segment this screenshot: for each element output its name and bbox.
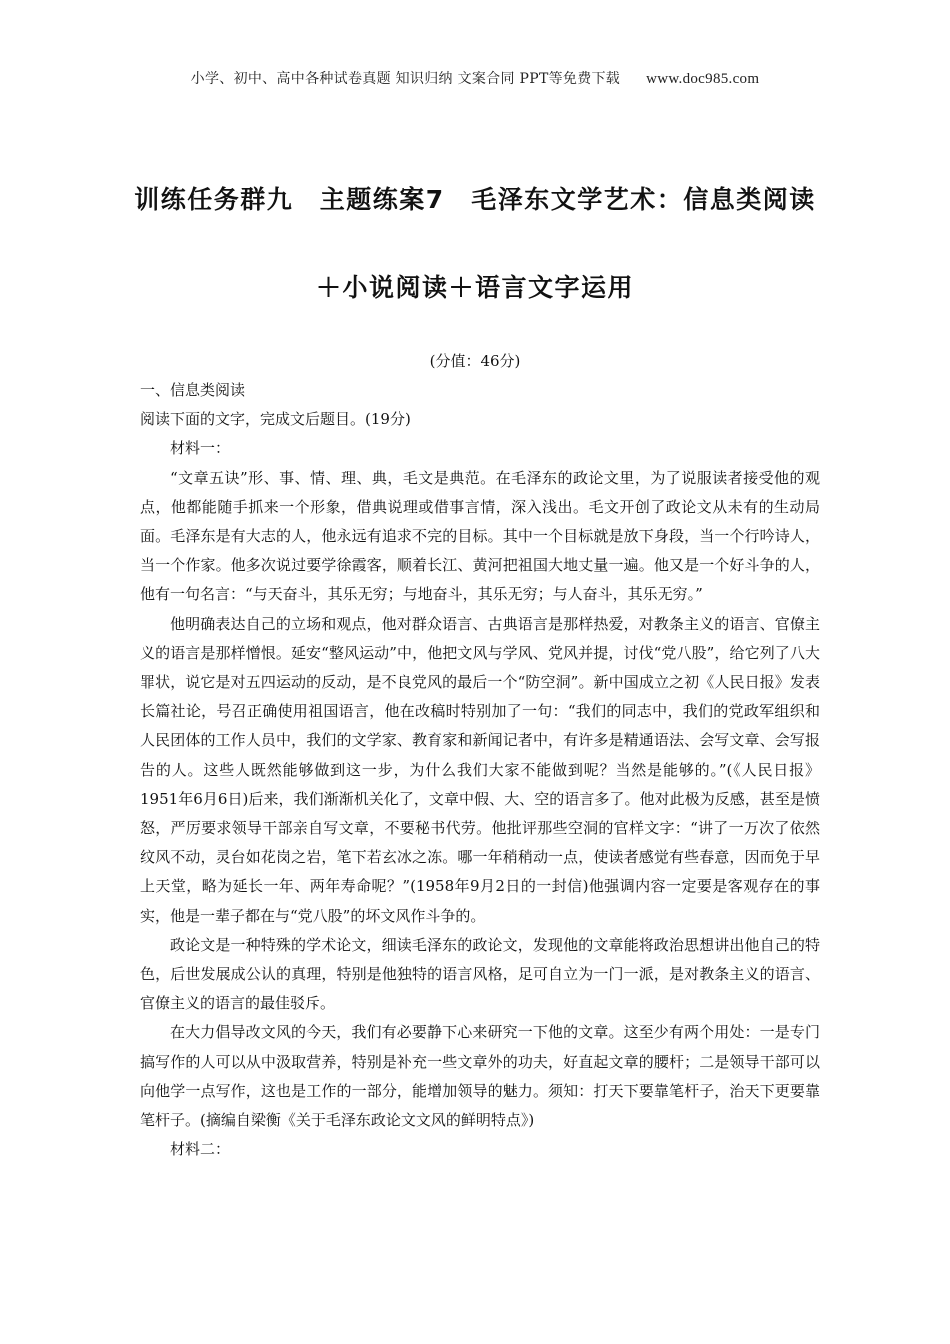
score-note: (分值：46分) — [429, 352, 521, 370]
section-heading: 一、信息类阅读 — [140, 381, 246, 399]
header-text: 小学、初中、高中各种试卷真题 知识归纳 文案合同 PPT等免费下载 — [190, 71, 621, 87]
page-title-line1: 训练任务群九 主题练案7 毛泽东文学艺术：信息类阅读 — [134, 185, 816, 214]
material2-label: 材料二： — [170, 1140, 231, 1159]
page-title-line2: ＋小说阅读＋语言文字运用 — [315, 273, 634, 302]
header-site-link[interactable]: www.doc985.com — [646, 71, 760, 87]
paragraph-3: 政论文是一种特殊的学术论文，细读毛泽东的政论文，发现他的文章能将政治思想讲出他自己的特色，后世发展成公认的真理，特别是他独特的语言风格，足可自立为一门一派，是对教条主义的语言、官僚主义的语言的最佳驳斥。 — [140, 935, 820, 1013]
paragraph-4: 在大力倡导改文风的今天，我们有必要静下心来研究一下他的文章。这至少有两个用处：一是专门搞写作的人可以从中汲取营养，特别是补充一些文章外的功夫，好直起文章的腰杆；二是领导干部可以向他学一点写作，这也是工作的一部分，能增加领导的魅力。须知：打天下要靠笔杆子，治天下更要靠笔杆子。(摘编自梁衡《关于毛泽东政论文文风的鲜明特点》) — [140, 1023, 820, 1130]
page-header — [0, 68, 950, 88]
paragraph-2: 他明确表达自己的立场和观点，他对群众语言、古典语言是那样热爱，对教条主义的语言、官僚主义的语言是那样憎恨。延安“整风运动”中，他把文风与学风、党风并提，讨伐“党八股”，给它列了八大罪状，说它是对五四运动的反动，是不良党风的最后一个“防空洞”。新中国成立之初《人民日报》发表长篇社论，号召正确使用祖国语言，他在改稿时特别加了一句：“我们的同志中，我们的党政军组织和人民团体的工作人员中，我们的文学家、教育家和新闻记者中，有许多是精通语法、会写文章、会写报告的人。这些人既然能够做到这一步，为什么我们大家不能做到呢？当然是能够的。”(《人民日报》1951年6月6日)后来，我们渐渐机关化了，文章中假、大、空的语言多了。他对此极为反感，甚至是愤怒，严厉要求领导干部亲自写文章，不要秘书代劳。他批评那些空洞的官样文字：“讲了一万次了依然纹风不动，灵台如花岗之岩，笔下若玄冰之冻。哪一年稍稍动一点，使读者感觉有些春意，因而免于早上天堂，略为延长一年、两年寿命呢？”(1958年9月2日的一封信)他强调内容一定要是客观存在的事实，他是一辈子都在与“党八股”的坏文风作斗争的。 — [140, 614, 820, 925]
paragraph-1: “文章五诀”形、事、情、理、典，毛文是典范。在毛泽东的政论文里，为了说服读者接受他的观点，他都能随手抓来一个形象，借典说理或借事言情，深入浅出。毛文开创了政论文从未有的生动局面。毛泽东是有大志的人，他永远有追求不完的目标。其中一个目标就是放下身段，当一个行吟诗人，当一个作家。他多次说过要学徐霞客，顺着长江、黄河把祖国大地丈量一遍。他又是一个好斗争的人，他有一句名言：“与天奋斗，其乐无穷；与地奋斗，其乐无穷；与人奋斗，其乐无穷。” — [140, 468, 820, 604]
material1-label: 材料一： — [170, 439, 231, 458]
document-body — [140, 376, 820, 1164]
instruction-text: 阅读下面的文字，完成文后题目。(19分) — [140, 410, 411, 429]
